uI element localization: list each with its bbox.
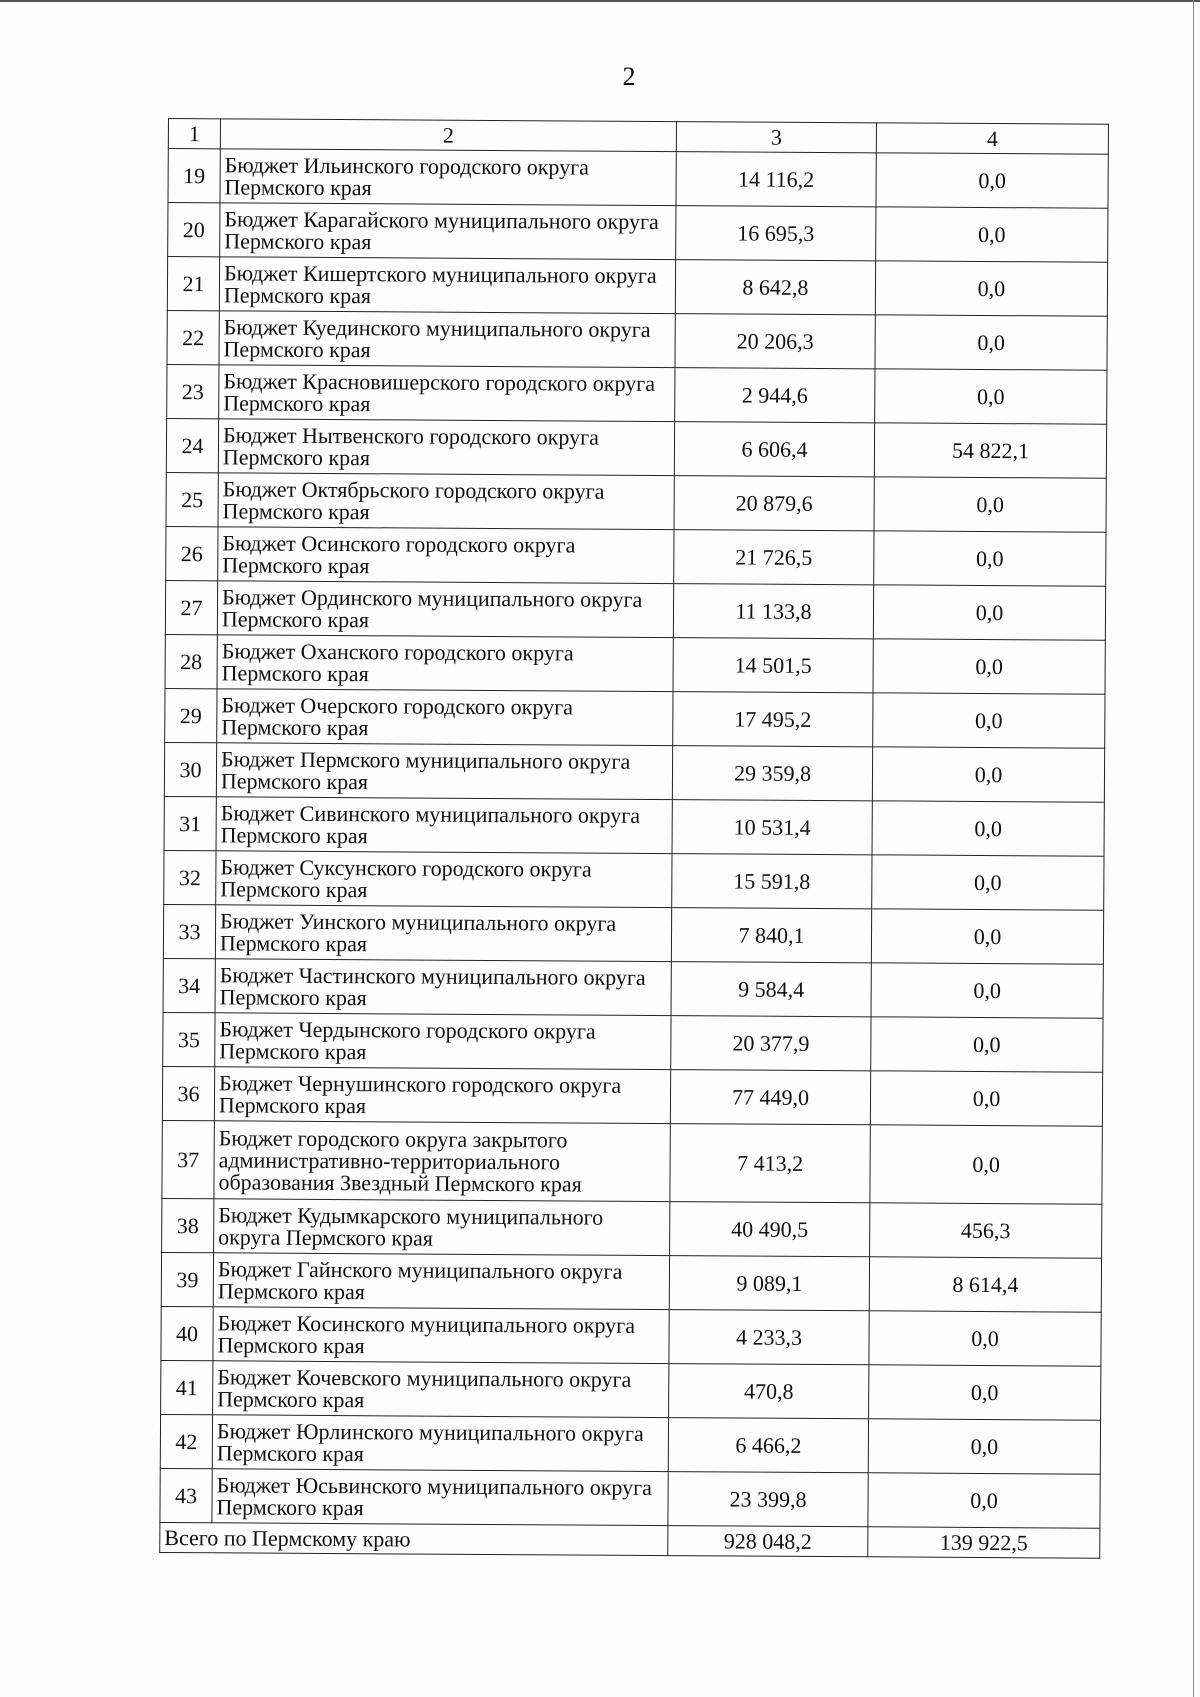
row-value-col4: 0,0 <box>873 639 1105 694</box>
total-value-col4: 139 922,5 <box>868 1527 1100 1558</box>
row-value-col4: 0,0 <box>872 747 1104 802</box>
row-budget-name: Бюджет Оханского городского округа Пермского края <box>217 635 673 692</box>
row-number: 21 <box>167 257 219 311</box>
budget-table-body <box>160 119 1109 1559</box>
row-value-col3: 20 206,3 <box>675 314 875 369</box>
row-number: 25 <box>166 472 218 526</box>
table-row <box>163 958 1103 1018</box>
row-value-col4: 0,0 <box>873 585 1105 640</box>
header-col-4: 4 <box>876 123 1108 154</box>
row-budget-name: Бюджет Юрлинского муниципального округа Пермского края <box>212 1415 668 1472</box>
row-value-col4: 0,0 <box>871 1017 1103 1072</box>
scan-edge-top <box>0 0 1200 2</box>
row-value-col4: 54 822,1 <box>874 423 1106 478</box>
row-value-col4: 0,0 <box>869 1365 1101 1420</box>
row-budget-name: Бюджет Сивинского муниципального округа Пермского края <box>216 797 672 854</box>
row-value-col3: 6 466,2 <box>668 1418 868 1473</box>
row-number: 30 <box>164 742 216 796</box>
row-budget-name: Бюджет городского округа закрытого административно-территориального образования Звездный Пермского края <box>214 1121 670 1202</box>
row-value-col3: 21 726,5 <box>674 530 874 585</box>
header-col-2: 2 <box>220 119 676 152</box>
row-value-col4: 0,0 <box>872 855 1104 910</box>
row-value-col3: 15 591,8 <box>672 854 872 909</box>
table-row <box>162 1120 1102 1204</box>
row-value-col3: 470,8 <box>669 1364 869 1419</box>
table-row <box>165 634 1105 694</box>
table-row <box>165 580 1105 640</box>
row-number: 40 <box>161 1306 213 1360</box>
row-value-col4: 0,0 <box>875 315 1107 370</box>
row-budget-name: Бюджет Чернушинского городского округа Пермского края <box>214 1067 670 1124</box>
table-row <box>164 850 1104 910</box>
row-number: 33 <box>163 904 215 958</box>
row-number: 34 <box>163 958 215 1012</box>
row-budget-name: Бюджет Ординского муниципального округа Пермского края <box>217 581 673 638</box>
row-number: 43 <box>160 1468 212 1522</box>
row-budget-name: Бюджет Кочевского муниципального округа Пермского края <box>213 1361 669 1418</box>
row-value-col4: 0,0 <box>871 909 1103 964</box>
row-budget-name: Бюджет Куединского муниципального округа Пермского края <box>219 311 675 368</box>
row-number: 23 <box>167 364 219 418</box>
table-row <box>163 904 1103 964</box>
row-value-col4: 0,0 <box>876 153 1108 208</box>
table-row <box>160 1414 1100 1474</box>
row-value-col3: 20 377,9 <box>671 1016 871 1071</box>
table-row <box>166 472 1106 532</box>
row-value-col4: 0,0 <box>870 1125 1102 1204</box>
row-value-col3: 6 606,4 <box>674 422 874 477</box>
row-value-col4: 0,0 <box>870 1071 1102 1126</box>
row-value-col4: 0,0 <box>869 1311 1101 1366</box>
table-row <box>161 1306 1101 1366</box>
table-row <box>167 364 1107 424</box>
row-value-col3: 7 840,1 <box>671 908 871 963</box>
row-value-col3: 14 116,2 <box>676 152 876 207</box>
row-value-col3: 40 490,5 <box>670 1202 870 1257</box>
row-number: 20 <box>168 203 220 257</box>
row-number: 26 <box>166 526 218 580</box>
row-value-col3: 9 089,1 <box>669 1256 869 1311</box>
row-value-col3: 10 531,4 <box>672 800 872 855</box>
header-col-3: 3 <box>676 122 876 153</box>
row-value-col3: 7 413,2 <box>670 1124 870 1203</box>
row-value-col4: 0,0 <box>874 477 1106 532</box>
row-budget-name: Бюджет Нытвенского городского округа Пермского края <box>218 419 674 476</box>
row-value-col4: 0,0 <box>875 369 1107 424</box>
row-budget-name: Бюджет Пермского муниципального округа Пермского края <box>216 743 672 800</box>
row-value-col4: 0,0 <box>868 1419 1100 1474</box>
table-row <box>164 796 1104 856</box>
row-budget-name: Бюджет Уинского муниципального округа Пермского края <box>215 905 671 962</box>
row-value-col4: 0,0 <box>868 1473 1100 1528</box>
row-value-col4: 0,0 <box>871 963 1103 1018</box>
row-number: 29 <box>165 688 217 742</box>
row-value-col3: 11 133,8 <box>673 584 873 639</box>
row-number: 37 <box>162 1120 214 1198</box>
table-row <box>161 1360 1101 1420</box>
row-number: 35 <box>163 1012 215 1066</box>
table-row <box>166 526 1106 586</box>
row-budget-name: Бюджет Чердынского городского округа Пермского края <box>215 1013 671 1070</box>
row-number: 27 <box>165 580 217 634</box>
scan-edge-right <box>1193 0 1194 1697</box>
row-budget-name: Бюджет Суксунского городского округа Пермского края <box>216 851 672 908</box>
budget-table <box>159 118 1109 1559</box>
row-budget-name: Бюджет Косинского муниципального округа Пермского края <box>213 1307 669 1364</box>
row-number: 24 <box>166 418 218 472</box>
row-value-col3: 14 501,5 <box>673 638 873 693</box>
table-row <box>165 688 1105 748</box>
row-number: 28 <box>165 634 217 688</box>
table-row <box>168 149 1108 209</box>
row-budget-name: Бюджет Очерского городского округа Пермского края <box>217 689 673 746</box>
table-row <box>166 418 1106 478</box>
table-row <box>168 203 1108 263</box>
table-row <box>161 1252 1101 1312</box>
row-budget-name: Бюджет Карагайского муниципального округа Пермского края <box>220 203 676 260</box>
row-value-col4: 8 614,4 <box>869 1257 1101 1312</box>
table-row <box>167 257 1107 317</box>
table-row <box>164 742 1104 802</box>
row-budget-name: Бюджет Частинского муниципального округа Пермского края <box>215 959 671 1016</box>
row-value-col3: 20 879,6 <box>674 476 874 531</box>
total-value-col3: 928 048,2 <box>668 1526 868 1557</box>
row-value-col3: 9 584,4 <box>671 962 871 1017</box>
row-value-col3: 29 359,8 <box>672 746 872 801</box>
row-number: 22 <box>167 310 219 364</box>
row-budget-name: Бюджет Осинского городского округа Пермского края <box>218 527 674 584</box>
row-budget-name: Бюджет Гайнского муниципального округа Пермского края <box>213 1253 669 1310</box>
table-row <box>163 1012 1103 1072</box>
row-number: 42 <box>160 1414 212 1468</box>
table-row <box>162 1198 1102 1258</box>
row-value-col3: 8 642,8 <box>675 260 875 315</box>
header-col-1: 1 <box>168 119 220 149</box>
row-number: 32 <box>164 850 216 904</box>
row-value-col3: 4 233,3 <box>669 1310 869 1365</box>
row-budget-name: Бюджет Кудымкарского муниципального округа Пермского края <box>214 1199 670 1256</box>
table-total-row <box>160 1522 1100 1558</box>
row-number: 31 <box>164 796 216 850</box>
row-budget-name: Бюджет Кишертского муниципального округа Пермского края <box>219 257 675 314</box>
row-number: 41 <box>161 1360 213 1414</box>
page-number: 2 <box>622 62 636 91</box>
row-budget-name: Бюджет Октябрьского городского округа Пермского края <box>218 473 674 530</box>
row-value-col3: 16 695,3 <box>676 206 876 261</box>
row-budget-name: Бюджет Ильинского городского округа Пермского края <box>220 149 676 206</box>
table-row <box>162 1066 1102 1126</box>
table-row <box>160 1468 1100 1528</box>
row-value-col4: 0,0 <box>873 693 1105 748</box>
row-value-col4: 0,0 <box>875 261 1107 316</box>
row-value-col4: 456,3 <box>870 1203 1102 1258</box>
row-value-col3: 2 944,6 <box>675 368 875 423</box>
total-label: Всего по Пермскому краю <box>160 1522 668 1555</box>
row-budget-name: Бюджет Юсьвинского муниципального округа Пермского края <box>212 1469 668 1526</box>
row-value-col3: 77 449,0 <box>670 1070 870 1125</box>
row-value-col4: 0,0 <box>874 531 1106 586</box>
row-value-col4: 0,0 <box>872 801 1104 856</box>
row-number: 38 <box>162 1198 214 1252</box>
row-value-col3: 23 399,8 <box>668 1472 868 1527</box>
row-number: 39 <box>161 1252 213 1306</box>
row-budget-name: Бюджет Красновишерского городского округа Пермского края <box>219 365 675 422</box>
row-number: 19 <box>168 149 220 203</box>
table-row <box>167 310 1107 370</box>
row-number: 36 <box>162 1066 214 1120</box>
row-value-col4: 0,0 <box>876 207 1108 262</box>
row-value-col3: 17 495,2 <box>673 692 873 747</box>
